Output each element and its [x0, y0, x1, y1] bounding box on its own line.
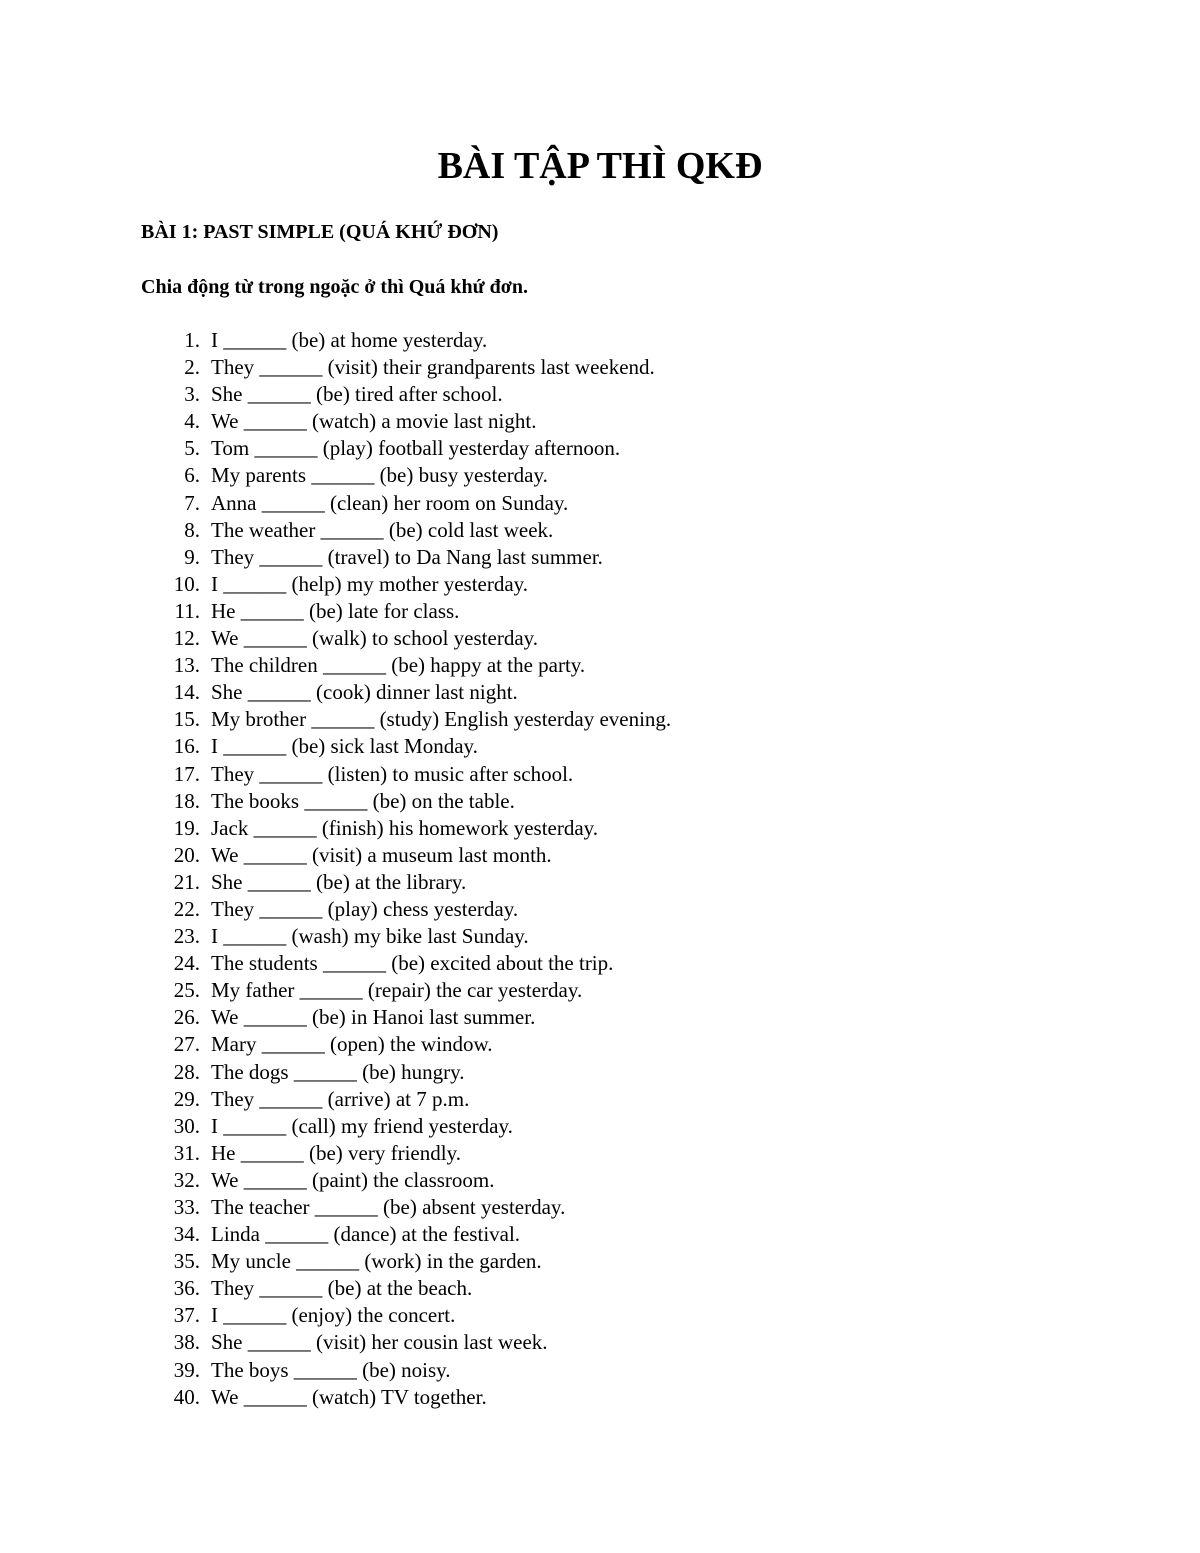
exercise-sentence: The teacher ______ (be) absent yesterday.: [211, 1195, 566, 1219]
exercise-sentence: We ______ (paint) the classroom.: [211, 1167, 495, 1192]
exercise-sentence: They ______ (listen) to music after school.: [211, 761, 574, 786]
exercise-number: 23.: [173, 924, 200, 949]
exercise-number: 34.: [173, 1222, 200, 1247]
exercise-sentence: I ______ (be) at home yesterday.: [211, 328, 488, 352]
exercise-sentence: She ______ (be) at the library.: [211, 869, 467, 894]
exercise-sentence: Anna ______ (clean) her room on Sunday.: [211, 490, 569, 515]
exercise-sentence: They ______ (arrive) at 7 p.m.: [211, 1086, 470, 1111]
exercise-sentence: I ______ (help) my mother yesterday.: [211, 571, 529, 596]
exercise-sentence: We ______ (walk) to school yesterday.: [211, 626, 539, 651]
exercise-sentence: My parents ______ (be) busy yesterday.: [211, 463, 548, 488]
exercise-number: 30.: [173, 1113, 200, 1138]
exercise-sentence: The students ______ (be) excited about the trip.: [211, 951, 614, 976]
exercise-number: 8.: [184, 517, 200, 542]
exercise-number: 3.: [184, 382, 200, 407]
exercise-sentence: He ______ (be) late for class.: [211, 598, 460, 623]
exercise-number: 39.: [173, 1357, 200, 1382]
exercise-sentence: My uncle ______ (work) in the garden.: [211, 1249, 542, 1274]
exercise-sentence: She ______ (be) tired after school.: [211, 382, 503, 407]
exercise-sentence: The boys ______ (be) noisy.: [211, 1357, 451, 1382]
exercise-sentence: The weather ______ (be) cold last week.: [211, 517, 554, 542]
exercise-sentence: Tom ______ (play) football yesterday afternoon.: [211, 436, 621, 461]
exercise-number: 14.: [173, 680, 200, 705]
exercise-number: 6.: [184, 463, 200, 488]
exercise-sentence: The children ______ (be) happy at the party.: [211, 653, 586, 678]
exercise-sentence: Linda ______ (dance) at the festival.: [211, 1222, 521, 1247]
exercise-sentence: She ______ (cook) dinner last night.: [211, 680, 518, 705]
exercise-number: 1.: [184, 328, 200, 352]
exercise-number: 17.: [173, 761, 200, 786]
exercise-number: 2.: [184, 355, 200, 380]
exercise-number: 33.: [173, 1195, 200, 1219]
exercise-number: 7.: [184, 490, 200, 515]
exercise-number: 19.: [173, 815, 200, 840]
exercise-instruction: Chia động từ trong ngoặc ở thì Quá khứ đơn.: [141, 276, 528, 298]
section-heading: BÀI 1: PAST SIMPLE (QUÁ KHỨ ĐƠN): [141, 221, 499, 243]
exercise-sentence: I ______ (be) sick last Monday.: [211, 734, 478, 759]
exercise-number: 29.: [173, 1086, 200, 1111]
exercise-sentence: The books ______ (be) on the table.: [211, 788, 515, 813]
exercise-sentence: She ______ (visit) her cousin last week.: [211, 1330, 548, 1355]
exercise-number: 40.: [173, 1384, 200, 1409]
exercise-sentence: I ______ (call) my friend yesterday.: [211, 1113, 513, 1138]
exercise-sentence: They ______ (play) chess yesterday.: [211, 896, 519, 921]
exercise-sentence: My father ______ (repair) the car yesterday.: [211, 978, 583, 1003]
exercise-sentence: Mary ______ (open) the window.: [211, 1032, 493, 1057]
exercise-number: 32.: [173, 1167, 200, 1192]
exercise-sentence: They ______ (be) at the beach.: [211, 1276, 473, 1301]
exercise-number: 35.: [173, 1249, 200, 1274]
exercise-number: 38.: [173, 1330, 200, 1355]
exercise-number: 18.: [173, 788, 200, 813]
exercise-sentence: We ______ (watch) a movie last night.: [211, 409, 537, 434]
exercise-sentence: I ______ (enjoy) the concert.: [211, 1303, 456, 1328]
exercise-number: 22.: [173, 896, 200, 921]
exercise-number: 13.: [173, 653, 200, 678]
exercise-number: 9.: [184, 544, 200, 569]
exercise-sentence: They ______ (travel) to Da Nang last summer.: [211, 544, 603, 569]
exercise-sentence: I ______ (wash) my bike last Sunday.: [211, 924, 529, 949]
exercise-number: 24.: [173, 951, 200, 976]
exercise-sentence: We ______ (be) in Hanoi last summer.: [211, 1005, 536, 1030]
exercise-number: 27.: [173, 1032, 200, 1057]
exercise-number: 37.: [173, 1303, 200, 1328]
exercise-number: 31.: [173, 1140, 200, 1165]
exercise-number: 20.: [173, 842, 200, 867]
exercise-sentence: Jack ______ (finish) his homework yesterday.: [211, 815, 599, 840]
exercise-number: 16.: [173, 734, 200, 759]
exercise-number: 25.: [173, 978, 200, 1003]
exercise-sentence: They ______ (visit) their grandparents last weekend.: [211, 355, 655, 380]
exercise-number: 28.: [173, 1059, 200, 1084]
exercise-sentence: We ______ (watch) TV together.: [211, 1384, 487, 1409]
exercise-sentence: My brother ______ (study) English yesterday evening.: [211, 707, 672, 732]
document-title: BÀI TẬP THÌ QKĐ: [437, 145, 763, 187]
exercise-sentence: We ______ (visit) a museum last month.: [211, 842, 552, 867]
exercise-number: 15.: [173, 707, 200, 732]
exercise-number: 11.: [174, 598, 200, 623]
exercise-number: 21.: [173, 869, 200, 894]
exercise-number: 10.: [173, 571, 200, 596]
exercise-number: 26.: [173, 1005, 200, 1030]
exercise-number: 36.: [173, 1276, 200, 1301]
exercise-number: 12.: [173, 626, 200, 651]
exercise-number: 4.: [184, 409, 200, 434]
exercise-number: 5.: [184, 436, 200, 461]
exercise-sentence: He ______ (be) very friendly.: [211, 1140, 461, 1165]
exercise-sentence: The dogs ______ (be) hungry.: [211, 1059, 465, 1084]
